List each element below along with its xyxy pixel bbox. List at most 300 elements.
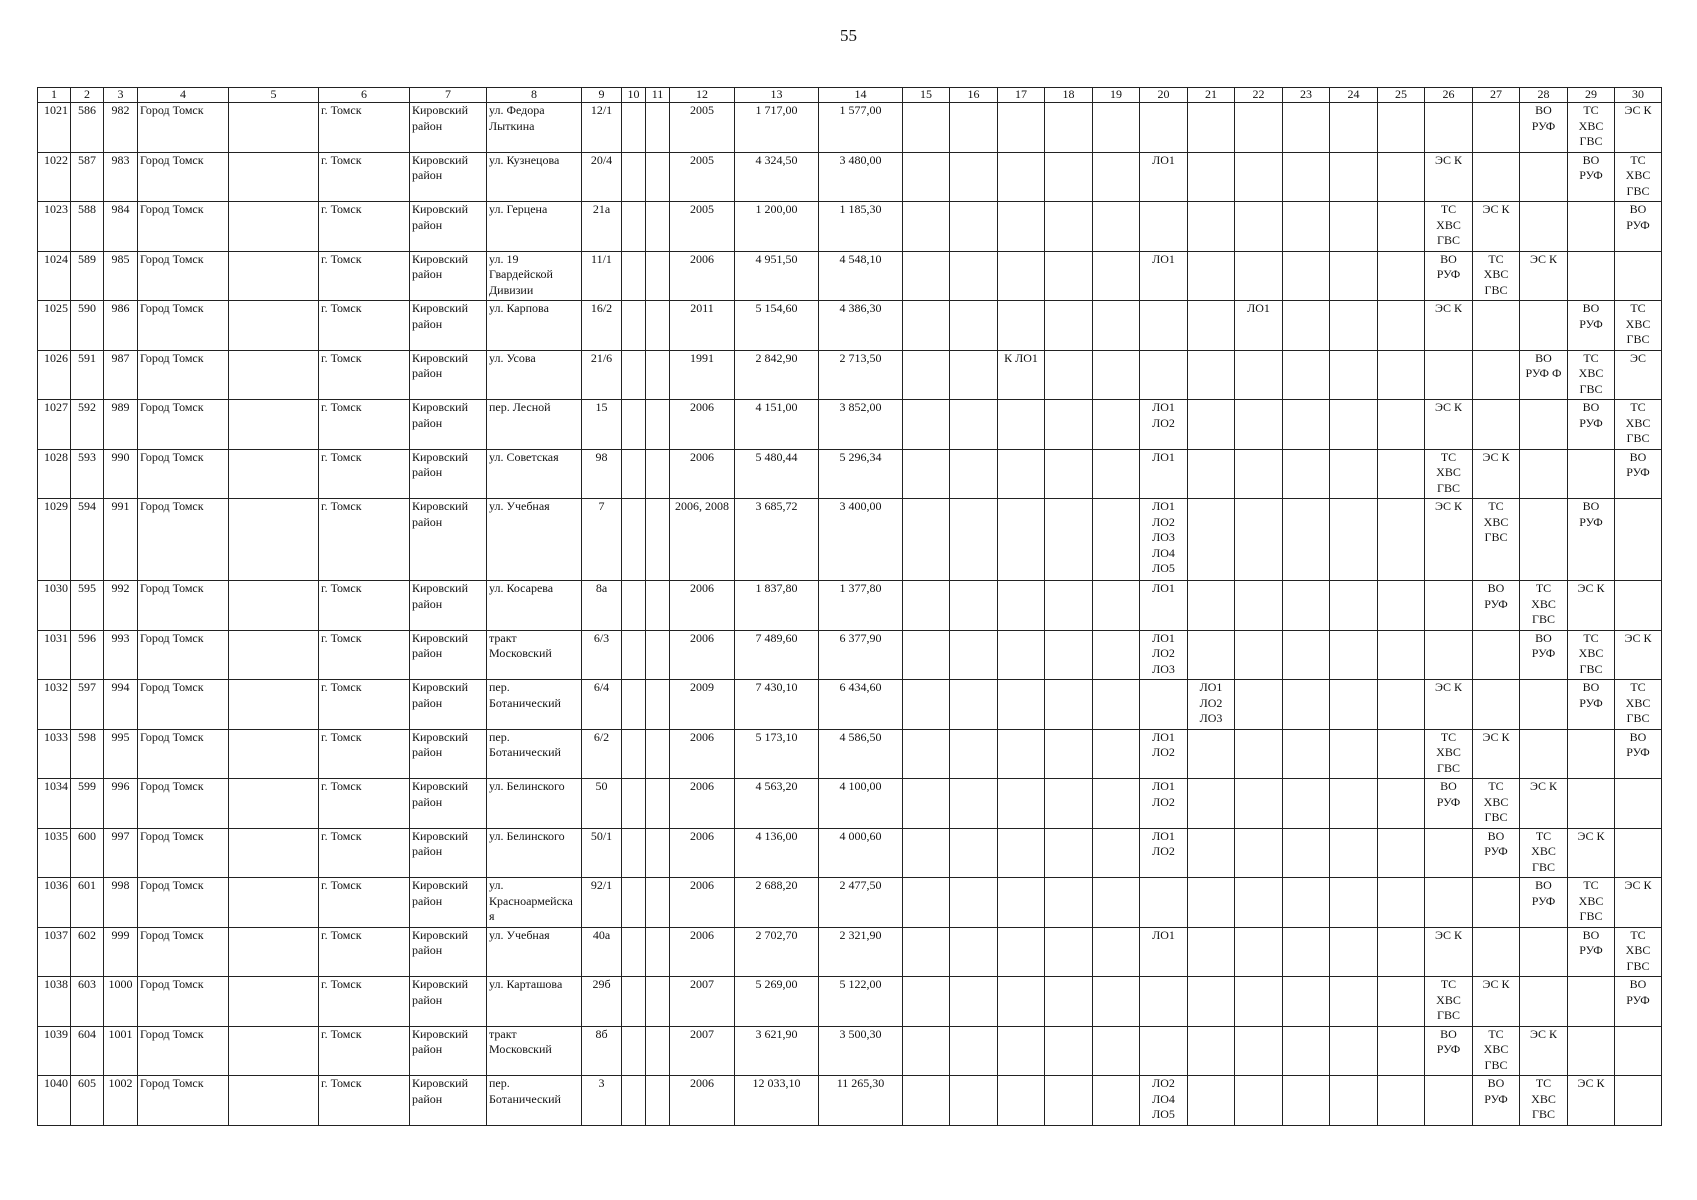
cell-col-23 [1283, 927, 1330, 977]
cell-col-18 [1045, 828, 1093, 878]
column-header-15: 15 [903, 88, 950, 103]
cell-col-8: ул. Карпова [487, 301, 582, 351]
cell-col-4: Город Томск [138, 1026, 229, 1076]
column-header-16: 16 [950, 88, 998, 103]
cell-col-27 [1473, 400, 1520, 450]
cell-col-3: 990 [104, 449, 138, 499]
cell-col-26 [1425, 581, 1473, 631]
cell-col-1: 1025 [38, 301, 71, 351]
cell-col-7: Кировский район [410, 581, 487, 631]
cell-col-26: ЭС К [1425, 301, 1473, 351]
cell-col-27: ТС ХВС ГВС [1473, 779, 1520, 829]
cell-col-16 [950, 1026, 998, 1076]
cell-col-18 [1045, 251, 1093, 301]
cell-col-17 [998, 301, 1045, 351]
cell-col-25 [1378, 251, 1425, 301]
cell-col-26: ВО РУФ [1425, 779, 1473, 829]
cell-col-11 [646, 630, 670, 680]
cell-col-16 [950, 1076, 998, 1126]
cell-col-30 [1615, 779, 1662, 829]
cell-col-28 [1520, 977, 1568, 1027]
cell-col-19 [1093, 202, 1140, 252]
cell-col-25 [1378, 350, 1425, 400]
cell-col-24 [1330, 581, 1378, 631]
cell-col-7: Кировский район [410, 680, 487, 730]
cell-col-17 [998, 202, 1045, 252]
cell-col-2: 604 [71, 1026, 104, 1076]
cell-col-30: ВО РУФ [1615, 977, 1662, 1027]
cell-col-11 [646, 779, 670, 829]
cell-col-9: 6/2 [582, 729, 622, 779]
cell-col-2: 594 [71, 499, 104, 581]
cell-col-11 [646, 499, 670, 581]
cell-col-15 [903, 400, 950, 450]
cell-col-16 [950, 449, 998, 499]
cell-col-2: 591 [71, 350, 104, 400]
cell-col-27: ЭС К [1473, 202, 1520, 252]
table-row [38, 779, 1662, 829]
cell-col-10 [622, 977, 646, 1027]
cell-col-19 [1093, 1026, 1140, 1076]
cell-col-22 [1235, 202, 1283, 252]
table-row [38, 202, 1662, 252]
cell-col-6: г. Томск [319, 350, 410, 400]
column-header-12: 12 [670, 88, 735, 103]
cell-col-23 [1283, 499, 1330, 581]
cell-col-22 [1235, 350, 1283, 400]
cell-col-23 [1283, 1076, 1330, 1126]
cell-col-4: Город Томск [138, 350, 229, 400]
cell-col-21 [1188, 1026, 1235, 1076]
cell-col-24 [1330, 729, 1378, 779]
cell-col-3: 993 [104, 630, 138, 680]
column-header-25: 25 [1378, 88, 1425, 103]
cell-col-17 [998, 878, 1045, 928]
cell-col-18 [1045, 581, 1093, 631]
cell-col-8: пер. Ботанический [487, 680, 582, 730]
cell-col-6: г. Томск [319, 828, 410, 878]
cell-col-3: 999 [104, 927, 138, 977]
cell-col-5 [229, 680, 319, 730]
cell-col-6: г. Томск [319, 202, 410, 252]
cell-col-25 [1378, 630, 1425, 680]
cell-col-2: 596 [71, 630, 104, 680]
cell-col-15 [903, 729, 950, 779]
cell-col-27 [1473, 350, 1520, 400]
table-row [38, 680, 1662, 730]
column-header-14: 14 [819, 88, 903, 103]
cell-col-10 [622, 449, 646, 499]
cell-col-26: ТС ХВС ГВС [1425, 449, 1473, 499]
cell-col-25 [1378, 977, 1425, 1027]
cell-col-6: г. Томск [319, 152, 410, 202]
cell-col-1: 1032 [38, 680, 71, 730]
cell-col-11 [646, 202, 670, 252]
cell-col-24 [1330, 251, 1378, 301]
cell-col-3: 983 [104, 152, 138, 202]
column-header-11: 11 [646, 88, 670, 103]
cell-col-16 [950, 499, 998, 581]
cell-col-7: Кировский район [410, 251, 487, 301]
cell-col-28: ВО РУФ [1520, 878, 1568, 928]
cell-col-16 [950, 630, 998, 680]
cell-col-27 [1473, 103, 1520, 153]
cell-col-20: ЛО1 ЛО2 ЛО3 [1140, 630, 1188, 680]
column-header-8: 8 [487, 88, 582, 103]
cell-col-5 [229, 927, 319, 977]
cell-col-19 [1093, 630, 1140, 680]
cell-col-16 [950, 152, 998, 202]
cell-col-3: 982 [104, 103, 138, 153]
cell-col-8: ул. Герцена [487, 202, 582, 252]
cell-col-23 [1283, 630, 1330, 680]
cell-col-28 [1520, 499, 1568, 581]
cell-col-8: пер. Ботанический [487, 729, 582, 779]
cell-col-6: г. Томск [319, 729, 410, 779]
cell-col-16 [950, 202, 998, 252]
column-header-13: 13 [735, 88, 819, 103]
cell-col-15 [903, 152, 950, 202]
cell-col-11 [646, 927, 670, 977]
cell-col-10 [622, 927, 646, 977]
cell-col-7: Кировский район [410, 449, 487, 499]
cell-col-10 [622, 828, 646, 878]
cell-col-26 [1425, 103, 1473, 153]
cell-col-28 [1520, 152, 1568, 202]
cell-col-28 [1520, 301, 1568, 351]
cell-col-13: 3 685,72 [735, 499, 819, 581]
cell-col-14: 1 577,00 [819, 103, 903, 153]
column-header-21: 21 [1188, 88, 1235, 103]
cell-col-20: ЛО1 ЛО2 [1140, 779, 1188, 829]
column-header-29: 29 [1568, 88, 1615, 103]
cell-col-30 [1615, 828, 1662, 878]
cell-col-26 [1425, 630, 1473, 680]
cell-col-13: 5 173,10 [735, 729, 819, 779]
cell-col-18 [1045, 152, 1093, 202]
cell-col-23 [1283, 828, 1330, 878]
cell-col-28 [1520, 449, 1568, 499]
cell-col-21 [1188, 449, 1235, 499]
cell-col-15 [903, 202, 950, 252]
column-header-3: 3 [104, 88, 138, 103]
cell-col-24 [1330, 828, 1378, 878]
cell-col-3: 997 [104, 828, 138, 878]
cell-col-7: Кировский район [410, 400, 487, 450]
cell-col-12: 2007 [670, 977, 735, 1027]
cell-col-22 [1235, 828, 1283, 878]
table-row [38, 251, 1662, 301]
cell-col-3: 986 [104, 301, 138, 351]
cell-col-8: ул. Белинского [487, 828, 582, 878]
cell-col-19 [1093, 400, 1140, 450]
table-row [38, 977, 1662, 1027]
cell-col-17 [998, 449, 1045, 499]
cell-col-24 [1330, 878, 1378, 928]
cell-col-22 [1235, 400, 1283, 450]
cell-col-1: 1039 [38, 1026, 71, 1076]
cell-col-18 [1045, 103, 1093, 153]
cell-col-3: 1001 [104, 1026, 138, 1076]
cell-col-16 [950, 103, 998, 153]
cell-col-27 [1473, 680, 1520, 730]
cell-col-14: 1 377,80 [819, 581, 903, 631]
cell-col-21 [1188, 152, 1235, 202]
cell-col-2: 602 [71, 927, 104, 977]
cell-col-7: Кировский район [410, 878, 487, 928]
cell-col-1: 1024 [38, 251, 71, 301]
cell-col-25 [1378, 152, 1425, 202]
cell-col-20 [1140, 202, 1188, 252]
cell-col-21 [1188, 630, 1235, 680]
cell-col-22 [1235, 251, 1283, 301]
cell-col-24 [1330, 1076, 1378, 1126]
cell-col-25 [1378, 301, 1425, 351]
cell-col-5 [229, 301, 319, 351]
cell-col-7: Кировский район [410, 202, 487, 252]
cell-col-13: 2 702,70 [735, 927, 819, 977]
cell-col-30 [1615, 1026, 1662, 1076]
cell-col-28: ВО РУФ [1520, 630, 1568, 680]
cell-col-12: 2006, 2008 [670, 499, 735, 581]
cell-col-30 [1615, 1076, 1662, 1126]
cell-col-18 [1045, 680, 1093, 730]
cell-col-10 [622, 779, 646, 829]
cell-col-16 [950, 400, 998, 450]
cell-col-19 [1093, 828, 1140, 878]
column-header-4: 4 [138, 88, 229, 103]
cell-col-28 [1520, 927, 1568, 977]
cell-col-28 [1520, 680, 1568, 730]
cell-col-14: 4 000,60 [819, 828, 903, 878]
cell-col-23 [1283, 449, 1330, 499]
cell-col-14: 2 713,50 [819, 350, 903, 400]
cell-col-8: ул. Карташова [487, 977, 582, 1027]
cell-col-3: 984 [104, 202, 138, 252]
cell-col-22 [1235, 581, 1283, 631]
cell-col-15 [903, 581, 950, 631]
cell-col-30: ЭС К [1615, 103, 1662, 153]
cell-col-14: 6 377,90 [819, 630, 903, 680]
cell-col-18 [1045, 301, 1093, 351]
cell-col-7: Кировский район [410, 828, 487, 878]
cell-col-6: г. Томск [319, 251, 410, 301]
cell-col-26 [1425, 350, 1473, 400]
table-row [38, 1076, 1662, 1126]
column-header-24: 24 [1330, 88, 1378, 103]
cell-col-11 [646, 878, 670, 928]
cell-col-21 [1188, 729, 1235, 779]
cell-col-27 [1473, 152, 1520, 202]
cell-col-6: г. Томск [319, 779, 410, 829]
cell-col-12: 2006 [670, 927, 735, 977]
cell-col-3: 989 [104, 400, 138, 450]
cell-col-29: ЭС К [1568, 828, 1615, 878]
cell-col-1: 1031 [38, 630, 71, 680]
cell-col-9: 98 [582, 449, 622, 499]
cell-col-30: ВО РУФ [1615, 729, 1662, 779]
cell-col-14: 3 852,00 [819, 400, 903, 450]
cell-col-1: 1021 [38, 103, 71, 153]
cell-col-5 [229, 400, 319, 450]
column-header-20: 20 [1140, 88, 1188, 103]
cell-col-5 [229, 1026, 319, 1076]
cell-col-20 [1140, 1026, 1188, 1076]
cell-col-13: 5 269,00 [735, 977, 819, 1027]
column-header-19: 19 [1093, 88, 1140, 103]
cell-col-25 [1378, 499, 1425, 581]
cell-col-20 [1140, 977, 1188, 1027]
cell-col-6: г. Томск [319, 630, 410, 680]
cell-col-30: ВО РУФ [1615, 202, 1662, 252]
cell-col-5 [229, 1076, 319, 1126]
cell-col-10 [622, 581, 646, 631]
cell-col-7: Кировский район [410, 630, 487, 680]
cell-col-18 [1045, 499, 1093, 581]
cell-col-12: 2007 [670, 1026, 735, 1076]
cell-col-14: 1 185,30 [819, 202, 903, 252]
cell-col-21 [1188, 779, 1235, 829]
cell-col-19 [1093, 581, 1140, 631]
cell-col-3: 985 [104, 251, 138, 301]
cell-col-12: 2006 [670, 251, 735, 301]
cell-col-3: 994 [104, 680, 138, 730]
cell-col-28: ЭС К [1520, 1026, 1568, 1076]
cell-col-5 [229, 878, 319, 928]
cell-col-6: г. Томск [319, 400, 410, 450]
cell-col-2: 600 [71, 828, 104, 878]
housing-table [37, 87, 1662, 1126]
cell-col-15 [903, 630, 950, 680]
cell-col-9: 8б [582, 1026, 622, 1076]
cell-col-20 [1140, 878, 1188, 928]
cell-col-6: г. Томск [319, 449, 410, 499]
cell-col-28: ТС ХВС ГВС [1520, 581, 1568, 631]
column-header-1: 1 [38, 88, 71, 103]
cell-col-18 [1045, 878, 1093, 928]
cell-col-8: пер. Лесной [487, 400, 582, 450]
cell-col-29 [1568, 251, 1615, 301]
cell-col-29: ВО РУФ [1568, 301, 1615, 351]
cell-col-8: ул. Советская [487, 449, 582, 499]
cell-col-3: 998 [104, 878, 138, 928]
cell-col-13: 4 151,00 [735, 400, 819, 450]
column-header-9: 9 [582, 88, 622, 103]
cell-col-10 [622, 729, 646, 779]
cell-col-16 [950, 878, 998, 928]
cell-col-26: ЭС К [1425, 927, 1473, 977]
cell-col-16 [950, 779, 998, 829]
cell-col-15 [903, 350, 950, 400]
cell-col-3: 996 [104, 779, 138, 829]
cell-col-30: ТС ХВС ГВС [1615, 301, 1662, 351]
cell-col-22: ЛО1 [1235, 301, 1283, 351]
cell-col-23 [1283, 680, 1330, 730]
cell-col-26: ТС ХВС ГВС [1425, 202, 1473, 252]
cell-col-9: 16/2 [582, 301, 622, 351]
cell-col-1: 1022 [38, 152, 71, 202]
cell-col-2: 586 [71, 103, 104, 153]
cell-col-20: ЛО1 [1140, 251, 1188, 301]
cell-col-9: 50/1 [582, 828, 622, 878]
cell-col-5 [229, 729, 319, 779]
cell-col-16 [950, 301, 998, 351]
cell-col-27 [1473, 927, 1520, 977]
cell-col-15 [903, 927, 950, 977]
cell-col-24 [1330, 1026, 1378, 1076]
cell-col-22 [1235, 1026, 1283, 1076]
cell-col-17 [998, 828, 1045, 878]
cell-col-11 [646, 1076, 670, 1126]
cell-col-30: ЭС К [1615, 878, 1662, 928]
cell-col-11 [646, 1026, 670, 1076]
cell-col-18 [1045, 1076, 1093, 1126]
cell-col-29: ВО РУФ [1568, 499, 1615, 581]
cell-col-25 [1378, 449, 1425, 499]
cell-col-14: 4 548,10 [819, 251, 903, 301]
cell-col-1: 1036 [38, 878, 71, 928]
cell-col-4: Город Томск [138, 103, 229, 153]
cell-col-7: Кировский район [410, 927, 487, 977]
cell-col-13: 5 480,44 [735, 449, 819, 499]
cell-col-28: ВО РУФ Ф [1520, 350, 1568, 400]
cell-col-27: ВО РУФ [1473, 581, 1520, 631]
cell-col-30: ВО РУФ [1615, 449, 1662, 499]
cell-col-18 [1045, 400, 1093, 450]
cell-col-28: ВО РУФ [1520, 103, 1568, 153]
cell-col-24 [1330, 449, 1378, 499]
cell-col-20: ЛО1 [1140, 581, 1188, 631]
cell-col-10 [622, 400, 646, 450]
cell-col-27: ВО РУФ [1473, 828, 1520, 878]
cell-col-12: 2011 [670, 301, 735, 351]
cell-col-11 [646, 581, 670, 631]
cell-col-14: 2 477,50 [819, 878, 903, 928]
cell-col-2: 592 [71, 400, 104, 450]
cell-col-4: Город Томск [138, 400, 229, 450]
table-row [38, 103, 1662, 153]
cell-col-13: 7 430,10 [735, 680, 819, 730]
cell-col-5 [229, 581, 319, 631]
cell-col-14: 4 586,50 [819, 729, 903, 779]
cell-col-18 [1045, 779, 1093, 829]
cell-col-4: Город Томск [138, 729, 229, 779]
cell-col-9: 21а [582, 202, 622, 252]
cell-col-30: ТС ХВС ГВС [1615, 152, 1662, 202]
cell-col-1: 1026 [38, 350, 71, 400]
cell-col-9: 15 [582, 400, 622, 450]
cell-col-17 [998, 630, 1045, 680]
cell-col-26: ТС ХВС ГВС [1425, 729, 1473, 779]
cell-col-17: К ЛО1 [998, 350, 1045, 400]
table-body [38, 103, 1662, 1126]
table-row [38, 350, 1662, 400]
table-row [38, 581, 1662, 631]
cell-col-20 [1140, 680, 1188, 730]
column-header-22: 22 [1235, 88, 1283, 103]
cell-col-15 [903, 251, 950, 301]
cell-col-29: ВО РУФ [1568, 680, 1615, 730]
cell-col-18 [1045, 1026, 1093, 1076]
cell-col-7: Кировский район [410, 499, 487, 581]
cell-col-15 [903, 680, 950, 730]
cell-col-3: 1002 [104, 1076, 138, 1126]
cell-col-23 [1283, 152, 1330, 202]
cell-col-20 [1140, 350, 1188, 400]
cell-col-27: ТС ХВС ГВС [1473, 1026, 1520, 1076]
cell-col-6: г. Томск [319, 878, 410, 928]
cell-col-20: ЛО1 ЛО2 [1140, 828, 1188, 878]
